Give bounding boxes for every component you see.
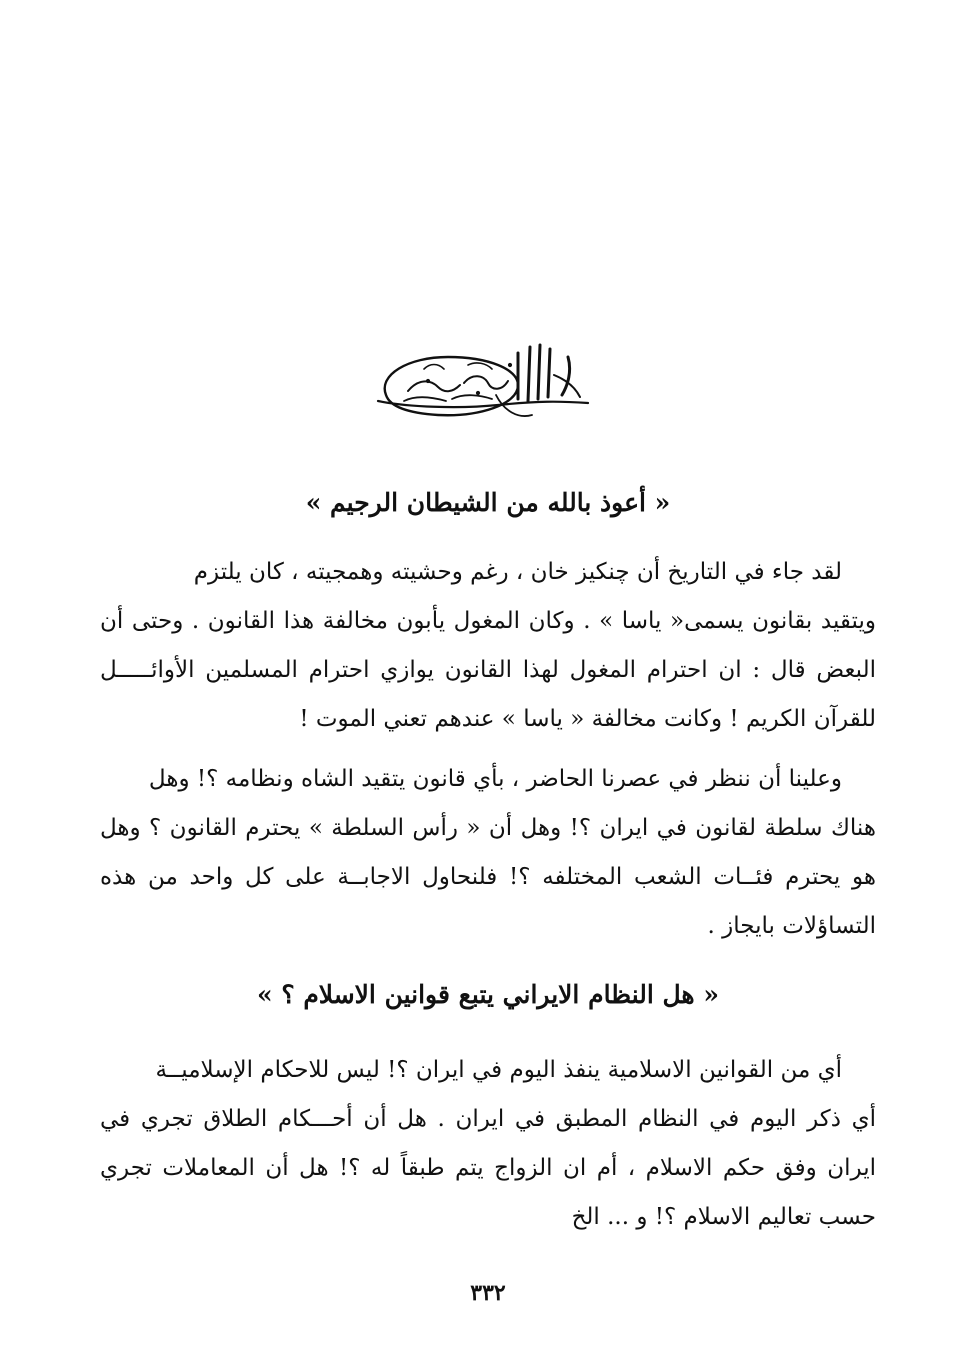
- heading-iranian-regime: « هل النظام الايراني يتبع قوانين الاسلام ؟ »: [257, 980, 719, 1009]
- basmala-calligraphy-icon: [368, 335, 590, 427]
- paragraph-line: أي ذكر اليوم في النظام المطبق في ايران . هل أن أحـــكام الطلاق تجري في: [100, 1106, 876, 1132]
- paragraph-line: ايران وفق حكم الاسلام ، أم ان الزواج يتم طبقاً له ؟! هل أن المعاملات تجري: [100, 1155, 876, 1181]
- paragraph-line: هناك سلطة لقانون في ايران ؟! وهل أن « رأس السلطة » يحترم القانون ؟ وهل: [100, 815, 876, 841]
- paragraph-line: البعض قال : ان احترام المغول لهذا القانون يوازي احترام المسلمين الأوائـــــل: [100, 657, 876, 683]
- paragraph-line: حسب تعاليم الاسلام ؟! و ... الخ: [571, 1204, 876, 1230]
- page-number: ٣٣٢: [470, 1280, 506, 1306]
- heading-istiadha: « أعوذ بالله من الشيطان الرجيم »: [305, 488, 671, 517]
- paragraph-line: ويتقيد بقانون يسمى« ياسا » . وكان المغول يأبون مخالفة هذا القانون . وحتى أن: [100, 608, 876, 634]
- paragraph-shah-law: [100, 755, 876, 951]
- paragraph-line: للقرآن الكريم ! وكانت مخالفة « ياسا » عندهم تعني الموت !: [299, 706, 876, 732]
- paragraph-islamic-laws: [100, 1046, 876, 1242]
- paragraph-line: وعلينا أن ننظر في عصرنا الحاضر ، بأي قانون يتقيد الشاه ونظامه ؟! وهل: [148, 766, 842, 792]
- basmala-calligraphy: [368, 335, 590, 427]
- paragraph-genghis-khan: [100, 548, 876, 744]
- paragraph-line: التساؤلات بايجاز .: [707, 913, 876, 939]
- paragraph-line: لقد جاء في التاريخ أن چنكيز خان ، رغم وحشيته وهمجيته ، كان يلتزم: [193, 559, 842, 585]
- paragraph-line: هو يحترم فئــات الشعب المختلفه ؟! فلنحاول الاجابــة على كل واحد من هذه: [100, 864, 876, 890]
- paragraph-line: أي من القوانين الاسلامية ينفذ اليوم في ايران ؟! ليس للاحكام الإسلاميــة: [155, 1057, 842, 1083]
